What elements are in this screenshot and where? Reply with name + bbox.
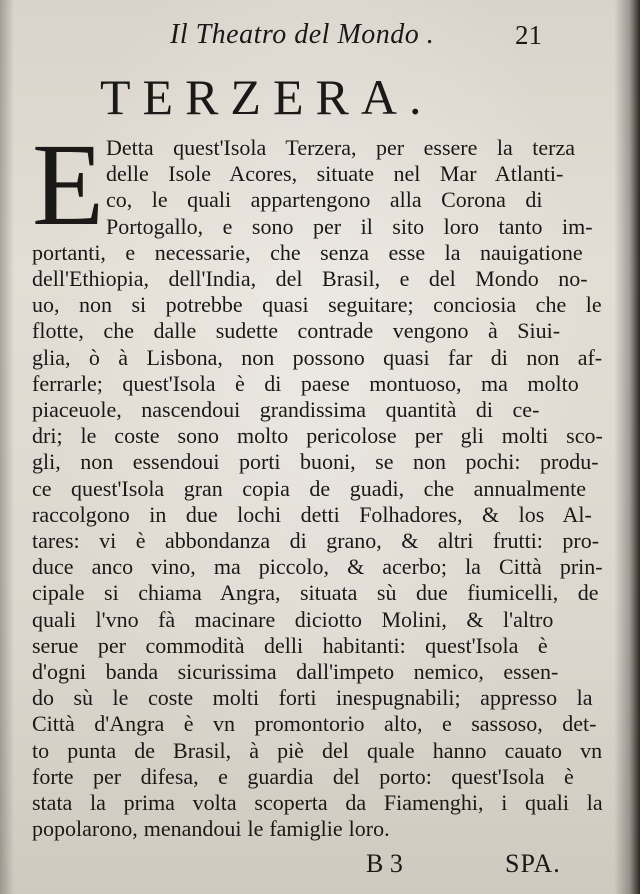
text-line: ce quest'Isola gran copia de guadi, che annualmente bbox=[32, 475, 586, 501]
text-line: gli, non essendoui porti buoni, se non pochi: produ- bbox=[32, 449, 599, 475]
text-line: portanti, e necessarie, che senza esse la nauigatione bbox=[32, 239, 583, 265]
text-line: forte per difesa, e guardia del porto: quest'Isola è bbox=[32, 763, 574, 789]
text-line: to punta de Brasil, à piè del quale hanno cauato vn bbox=[32, 737, 603, 763]
text-line: glia, ò à Lisbona, non possono quasi far di non af- bbox=[32, 344, 603, 370]
text-line: delle Isole Acores, situate nel Mar Atlanti- bbox=[106, 161, 564, 187]
drop-cap: E bbox=[32, 119, 105, 250]
text-line: co, le quali appartengono alla Corona di bbox=[106, 187, 543, 213]
text-line: do sù le coste molti forti inespugnabili; appresso la bbox=[32, 685, 593, 711]
text-line: Detta quest'Isola Terzera, per essere la terza bbox=[106, 135, 575, 160]
text-line: uo, non si potrebbe quasi seguitare; conciosia che le bbox=[32, 292, 602, 318]
text-line: dell'Ethiopia, dell'India, del Brasil, e del Mondo no- bbox=[32, 266, 588, 291]
text-line: serue per commodità delli habitanti: quest'Isola è bbox=[32, 632, 548, 658]
text-line: piaceuole, nascendoui grandissima quantità di ce- bbox=[32, 397, 540, 422]
text-line: flotte, che dalle sudette contrade vengono à Siui- bbox=[32, 318, 561, 344]
text-line: dri; le coste sono molto pericolose per gli molti sco- bbox=[32, 423, 603, 449]
text-line: Città d'Angra è vn promontorio alto, e sassoso, det- bbox=[32, 711, 597, 737]
text-line: ferrarle; quest'Isola è di paese montuoso, ma molto bbox=[32, 370, 579, 396]
running-title: Il Theatro del Mondo . bbox=[170, 19, 435, 50]
text-line: raccolgono in due lochi detti Folhadores, & los Al- bbox=[32, 501, 592, 527]
text-line: d'ogni banda sicurissima dall'impeto nemico, essen- bbox=[32, 659, 559, 684]
chapter-heading: TERZERA. bbox=[100, 69, 434, 125]
gutter-shadow bbox=[0, 0, 14, 894]
running-head bbox=[0, 18, 640, 52]
text-line: quali l'vno fà macinare diciotto Molini, & l'altro bbox=[32, 606, 554, 632]
signature-mark: B 3 bbox=[366, 849, 403, 878]
page-footer bbox=[0, 848, 640, 880]
text-line: stata la prima volta scoperta da Fiamenghi, i quali la bbox=[32, 790, 603, 815]
text-line: popolarono, menandoui le famiglie loro. bbox=[32, 816, 390, 842]
text-line: duce anco vino, ma piccolo, & acerbo; la Città prin- bbox=[32, 554, 603, 580]
catchword: SPA. bbox=[505, 849, 561, 878]
text-line: cipale si chiama Angra, situata sù due fiumicelli, de bbox=[32, 580, 599, 606]
text-line: Portogallo, e sono per il sito loro tanto im- bbox=[106, 213, 593, 239]
page-number: 21 bbox=[515, 20, 542, 50]
page-edge-shadow bbox=[614, 0, 640, 894]
text-line: tares: vi è abbondanza di grano, & altri frutti: pro- bbox=[32, 528, 600, 553]
